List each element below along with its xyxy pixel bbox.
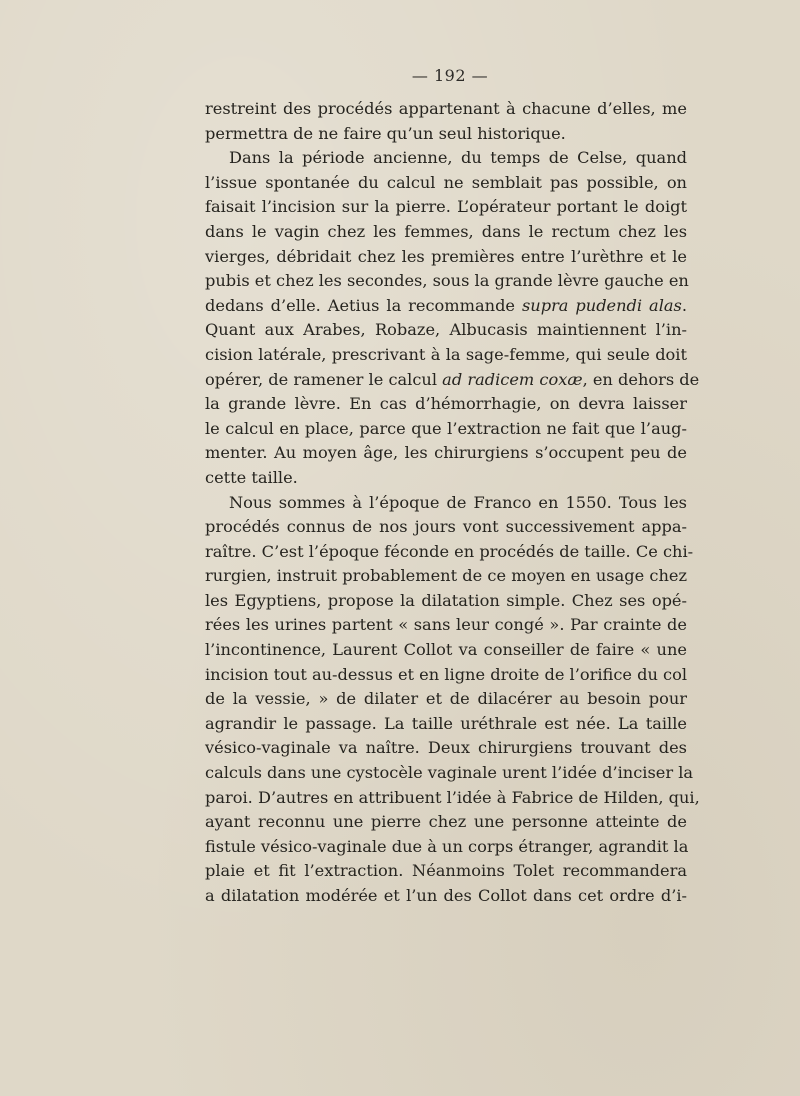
text-line bbox=[205, 122, 687, 147]
text-segment: . bbox=[681, 295, 687, 315]
body-text bbox=[205, 97, 700, 909]
text-segment: paroi. D’autres en attribuent l’idée à Fabrice de Hilden, qui, bbox=[205, 787, 700, 807]
text-segment: fistule vésico-vaginale due à un corps étranger, agrandit la bbox=[205, 836, 689, 856]
text-segment: plaie et fit l’extraction. Néanmoins Tolet recommandera bbox=[205, 861, 687, 881]
text-segment: incision tout au-dessus et en ligne droite de l’orifice du col bbox=[205, 664, 688, 684]
text-segment: cette taille. bbox=[205, 467, 298, 487]
text-line bbox=[205, 761, 694, 786]
text-line bbox=[205, 220, 687, 245]
text-segment: le calcul en place, parce que l’extraction ne fait que l’aug- bbox=[205, 418, 687, 438]
text-segment: a dilatation modérée et l’un des Collot dans cet ordre d’i- bbox=[205, 886, 687, 905]
text-segment: Nous sommes à l’époque de Franco en 1550. Tous les bbox=[229, 492, 687, 512]
text-segment: de la vessie, » de dilater et de dilacérer au besoin pour bbox=[205, 689, 687, 709]
text-segment: dans le vagin chez les femmes, dans le rectum chez les bbox=[205, 221, 687, 241]
text-line bbox=[205, 540, 694, 565]
text-segment: raître. C’est l’époque féconde en procédés de taille. Ce chi- bbox=[205, 541, 694, 561]
text-segment: Quant aux Arabes, Robaze, Albucasis maintiennent l’in- bbox=[205, 320, 687, 340]
text-segment: l’issue spontanée du calcul ne semblait pas possible, on bbox=[205, 172, 687, 192]
text-segment: la grande lèvre. En cas d’hémorrhagie, on devra laisser bbox=[205, 394, 687, 414]
text-segment: rées les urines partent « sans leur congé ». Par crainte de bbox=[205, 615, 687, 635]
text-line bbox=[205, 171, 687, 196]
text-segment: cision latérale, prescrivant à la sage-femme, qui seule doit bbox=[205, 344, 687, 364]
text-line bbox=[205, 269, 687, 294]
text-segment: faisait l’incision sur la pierre. L’opérateur portant le doigt bbox=[205, 197, 687, 217]
text-segment: Dans la période ancienne, du temps de Celse, quand bbox=[229, 148, 687, 168]
text-segment: opérer, de ramener le calcul bbox=[205, 369, 443, 389]
text-line bbox=[205, 343, 687, 368]
text-line bbox=[205, 835, 687, 860]
text-segment: , en dehors de bbox=[582, 369, 700, 389]
text-line bbox=[205, 195, 687, 220]
text-segment: menter. Au moyen âge, les chirurgiens s’occupent peu de bbox=[205, 443, 687, 463]
text-line bbox=[205, 294, 687, 319]
page-number: — 192 — bbox=[411, 66, 489, 85]
text-line bbox=[205, 638, 687, 663]
text-line bbox=[205, 564, 687, 589]
text-line bbox=[205, 491, 687, 516]
text-segment: permettra de ne faire qu’un seul historique. bbox=[205, 123, 566, 143]
text-line bbox=[205, 589, 687, 614]
text-line bbox=[205, 392, 687, 417]
text-segment: restreint des procédés appartenant à chacune d’elles, me bbox=[205, 99, 687, 118]
text-line bbox=[205, 318, 687, 343]
text-segment: ayant reconnu une pierre chez une personne atteinte de bbox=[205, 812, 687, 832]
text-line bbox=[205, 613, 687, 638]
italic-phrase: supra pudendi alas bbox=[521, 295, 682, 315]
text-line bbox=[205, 884, 687, 909]
text-line bbox=[205, 687, 687, 712]
text-segment: vierges, débridait chez les premières entre l’urèthre et le bbox=[205, 246, 687, 266]
text-segment: rurgien, instruit probablement de ce moyen en usage chez bbox=[205, 566, 687, 586]
text-line bbox=[205, 859, 687, 884]
text-line bbox=[205, 245, 687, 270]
text-line bbox=[205, 810, 687, 835]
text-line bbox=[205, 786, 700, 811]
text-segment: vésico-vaginale va naître. Deux chirurgiens trouvant des bbox=[205, 738, 687, 758]
text-line bbox=[205, 736, 687, 761]
text-segment: agrandir le passage. La taille uréthrale est née. La taille bbox=[205, 713, 687, 733]
text-segment: les Egyptiens, propose la dilatation simple. Chez ses opé- bbox=[205, 590, 687, 610]
text-segment: calculs dans une cystocèle vaginale urent l’idée d’inciser la bbox=[205, 763, 694, 783]
text-line bbox=[205, 368, 700, 393]
text-segment: procédés connus de nos jours vont successivement appa- bbox=[205, 517, 687, 537]
text-segment: l’incontinence, Laurent Collot va conseiller de faire « une bbox=[205, 640, 687, 660]
text-line bbox=[205, 417, 687, 442]
text-segment: pubis et chez les secondes, sous la grande lèvre gauche en bbox=[205, 271, 689, 291]
text-line bbox=[205, 515, 687, 540]
text-line bbox=[205, 712, 687, 737]
text-line bbox=[205, 663, 687, 688]
italic-phrase: ad radicem coxæ bbox=[442, 369, 583, 389]
text-line bbox=[205, 97, 687, 122]
text-line bbox=[205, 466, 687, 491]
text-line bbox=[205, 146, 687, 171]
text-line bbox=[205, 441, 687, 466]
text-segment: dedans d’elle. Aetius la recommande bbox=[205, 295, 522, 315]
